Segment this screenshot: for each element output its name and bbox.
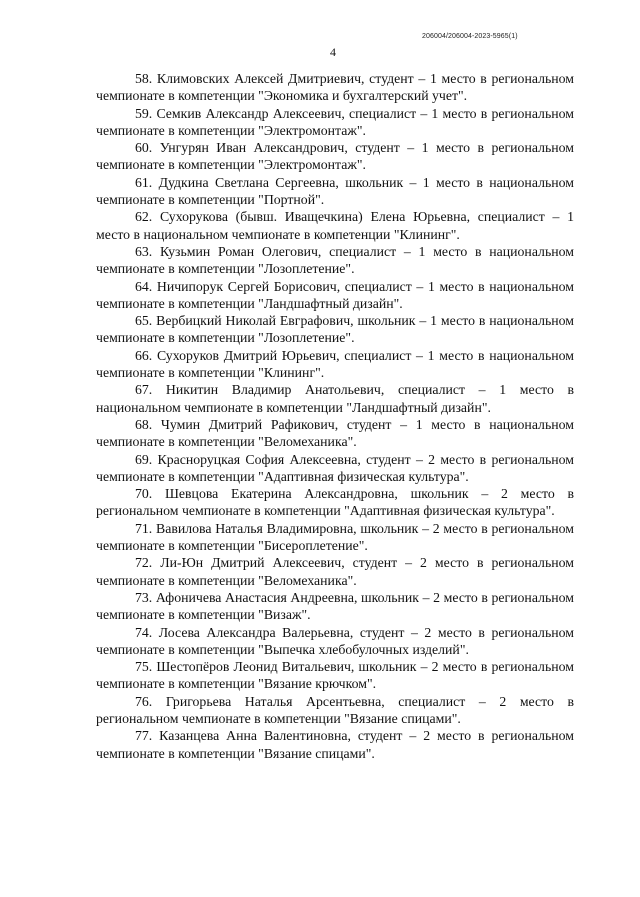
list-item: 61. Дудкина Светлана Сергеевна, школьник – 1 место в национальном чемпионате в компетенции "Портной". bbox=[96, 174, 574, 208]
list-item: 73. Афоничева Анастасия Андреевна, школьник – 2 место в региональном чемпионате в компетенции "Визаж". bbox=[96, 589, 574, 623]
page-number: 4 bbox=[330, 45, 336, 59]
entries-list bbox=[96, 70, 574, 762]
list-item: 68. Чумин Дмитрий Рафикович, студент – 1 место в национальном чемпионате в компетенции "Веломеханика". bbox=[96, 416, 574, 450]
document-id: 206004/206004-2023-5965(1) bbox=[422, 33, 518, 40]
list-item: 77. Казанцева Анна Валентиновна, студент – 2 место в региональном чемпионате в компетенции "Вязание спицами". bbox=[96, 728, 574, 761]
list-item: 66. Сухоруков Дмитрий Юрьевич, специалист – 1 место в национальном чемпионате в компетенции "Клининг". bbox=[96, 347, 574, 381]
list-item: 60. Унгурян Иван Александрович, студент – 1 место в региональном чемпионате в компетенции "Электромонтаж". bbox=[96, 140, 574, 173]
list-item: 70. Шевцова Екатерина Александровна, школьник – 2 место в региональном чемпионате в компетенции "Адаптивная физическая культура". bbox=[96, 486, 574, 519]
list-item: 71. Вавилова Наталья Владимировна, школьник – 2 место в региональном чемпионате в компетенции "Бисероплетение". bbox=[96, 520, 574, 554]
list-item: 74. Лосева Александра Валерьевна, студент – 2 место в региональном чемпионате в компетенции "Выпечка хлебобулочных изделий". bbox=[96, 624, 574, 657]
list-item: 63. Кузьмин Роман Олегович, специалист – 1 место в национальном чемпионате в компетенции "Лозоплетение". bbox=[96, 243, 574, 277]
list-item: 67. Никитин Владимир Анатольевич, специалист – 1 место в национальном чемпионате в компетенции "Ландшафтный дизайн". bbox=[96, 382, 574, 415]
list-item: 76. Григорьева Наталья Арсентьевна, специалист – 2 место в региональном чемпионате в компетенции "Вязание спицами". bbox=[96, 693, 574, 726]
list-item: 65. Вербицкий Николай Евграфович, школьник – 1 место в национальном чемпионате в компетенции "Лозоплетение". bbox=[96, 313, 574, 346]
list-item: 59. Семкив Александр Алексеевич, специалист – 1 место в региональном чемпионате в компетенции "Электромонтаж". bbox=[96, 105, 574, 138]
list-item: 58. Климовских Алексей Дмитриевич, студент – 1 место в региональном чемпионате в компетенции "Экономика и бухгалтерский учет". bbox=[96, 71, 574, 104]
list-item: 69. Красноруцкая София Алексеевна, студент – 2 место в региональном чемпионате в компетенции "Адаптивная физическая культура". bbox=[96, 451, 574, 484]
list-item: 75. Шестопёров Леонид Витальевич, школьник – 2 место в региональном чемпионате в компетенции "Вязание крючком". bbox=[96, 659, 574, 692]
list-item: 64. Ничипорук Сергей Борисович, специалист – 1 место в национальном чемпионате в компетенции "Ландшафтный дизайн". bbox=[96, 278, 574, 311]
list-item: 62. Сухорукова (бывш. Иващечкина) Елена Юрьевна, специалист – 1 место в национальном чемпионате в компетенции "Клининг". bbox=[96, 209, 574, 242]
list-item: 72. Ли-Юн Дмитрий Алексеевич, студент – 2 место в региональном чемпионате в компетенции "Веломеханика". bbox=[96, 555, 574, 588]
